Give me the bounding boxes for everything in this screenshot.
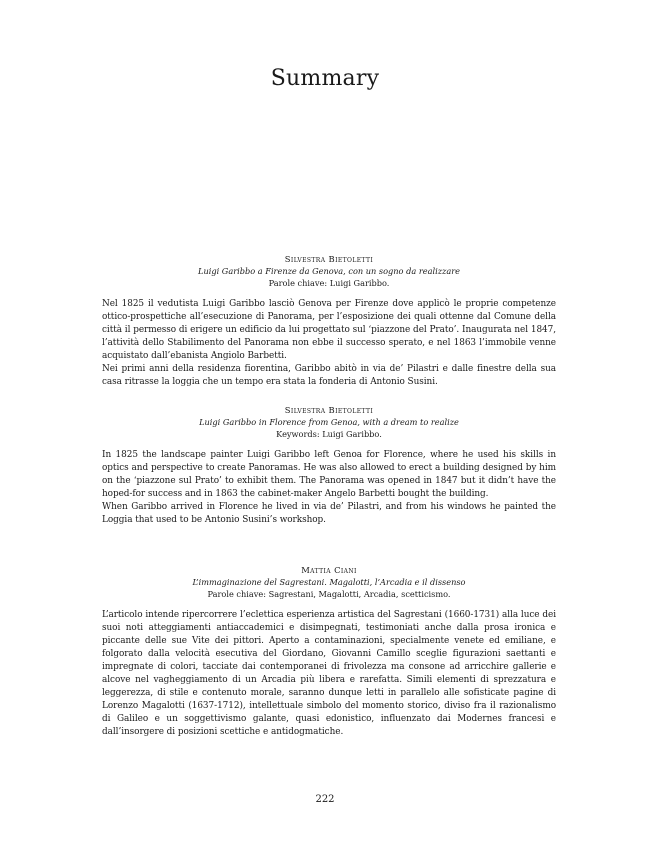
author-name: Mattia Ciani — [301, 565, 357, 575]
abstract-body — [102, 298, 556, 389]
abstract-body — [102, 449, 556, 527]
abstract-body — [102, 609, 556, 739]
abstract-paragraph: In 1825 the landscape painter Luigi Garibbo left Genoa for Florence, where he used his skills in optics and perspective to create Panoramas. He was also allowed to erect a building designed by him on the ‘piazzone sul Prato’ to exhibit them. The Panorama was opened in 1847 but it didn’t have the hoped-for success and in 1863 the cabinet-maker Angelo Barbetti bought the building. — [102, 450, 556, 499]
abstract-bietoletti-italian — [102, 253, 556, 389]
page-number: 222 — [315, 794, 335, 805]
keywords-line: Keywords: Luigi Garibbo. — [276, 429, 382, 439]
abstract-bietoletti-english — [102, 404, 556, 527]
article-title: Luigi Garibbo in Florence from Genoa, with a dream to realize — [199, 417, 459, 427]
author-name: Silvestra Bietoletti — [284, 405, 374, 415]
keywords-line: Parole chiave: Luigi Garibbo. — [268, 278, 390, 288]
keywords-line: Parole chiave: Sagrestani, Magalotti, Arcadia, scetticismo. — [207, 589, 451, 599]
author-name: Silvestra Bietoletti — [284, 254, 374, 264]
abstract-ciani — [102, 564, 556, 739]
page-title: Summary — [270, 66, 380, 91]
abstract-paragraph: Nei primi anni della residenza fiorentina, Garibbo abitò in via de’ Pilastri e dalle finestre della sua casa ritrasse la loggia che un tempo era stata la fonderia di Antonio Susini. — [102, 364, 556, 387]
article-title: Luigi Garibbo a Firenze da Genova, con un sogno da realizzare — [198, 266, 460, 276]
abstract-paragraph: When Garibbo arrived in Florence he lived in via de’ Pilastri, and from his windows he painted the Loggia that used to be Antonio Susini’s workshop. — [102, 502, 556, 525]
abstract-paragraph: L’articolo intende ripercorrere l’eclettica esperienza artistica del Sagrestani (1660-1731) alla luce dei suoi noti atteggiamenti antiaccademici e disimpegnati, testimoniati anche dalla prosa ironica e piccante delle sue Vite dei pittori. Aperto a contaminazioni, specialmente venete ed emiliane, e folgorato dalla velocità esecutiva del Giordano, Giovanni Camillo sceglie figurazioni saettanti e impregnate di colori, tacciate dai contemporanei di frivolezza ma consone ad arricchire gallerie e alcove nel vagheggiamento di un Arcadia più libera e rarefatta. Simili elementi di sprezzatura e leggerezza, di stile e contenuto morale, saranno dunque letti in parallelo alle sofisticate pagine di Lorenzo Magalotti (1637-1712), intellettuale simbolo del momento storico, diviso fra il razionalismo di Galileo e un soggettivismo galante, quasi edonistico, influenzato dai Modernes francesi e dall’insorgere di posizioni scettiche e antidogmatiche. — [102, 610, 556, 737]
article-title: L’immaginazione del Sagrestani. Magalotti, l’Arcadia e il dissenso — [192, 577, 466, 587]
abstract-paragraph: Nel 1825 il vedutista Luigi Garibbo lasciò Genova per Firenze dove applicò le proprie competenze ottico-prospettiche all’esecuzione di Panorama, per l’esposizione dei quali ottenne dal Comune della città il permesso di erigere un edificio da lui progettato sul ‘piazzone del Prato’. Inaugurata nel 1847, l’attività dello Stabilimento del Panorama non ebbe il successo sperato, e nel 1863 l’immobile venne acquistato dall’ebanista Angiolo Barbetti. — [102, 299, 556, 361]
